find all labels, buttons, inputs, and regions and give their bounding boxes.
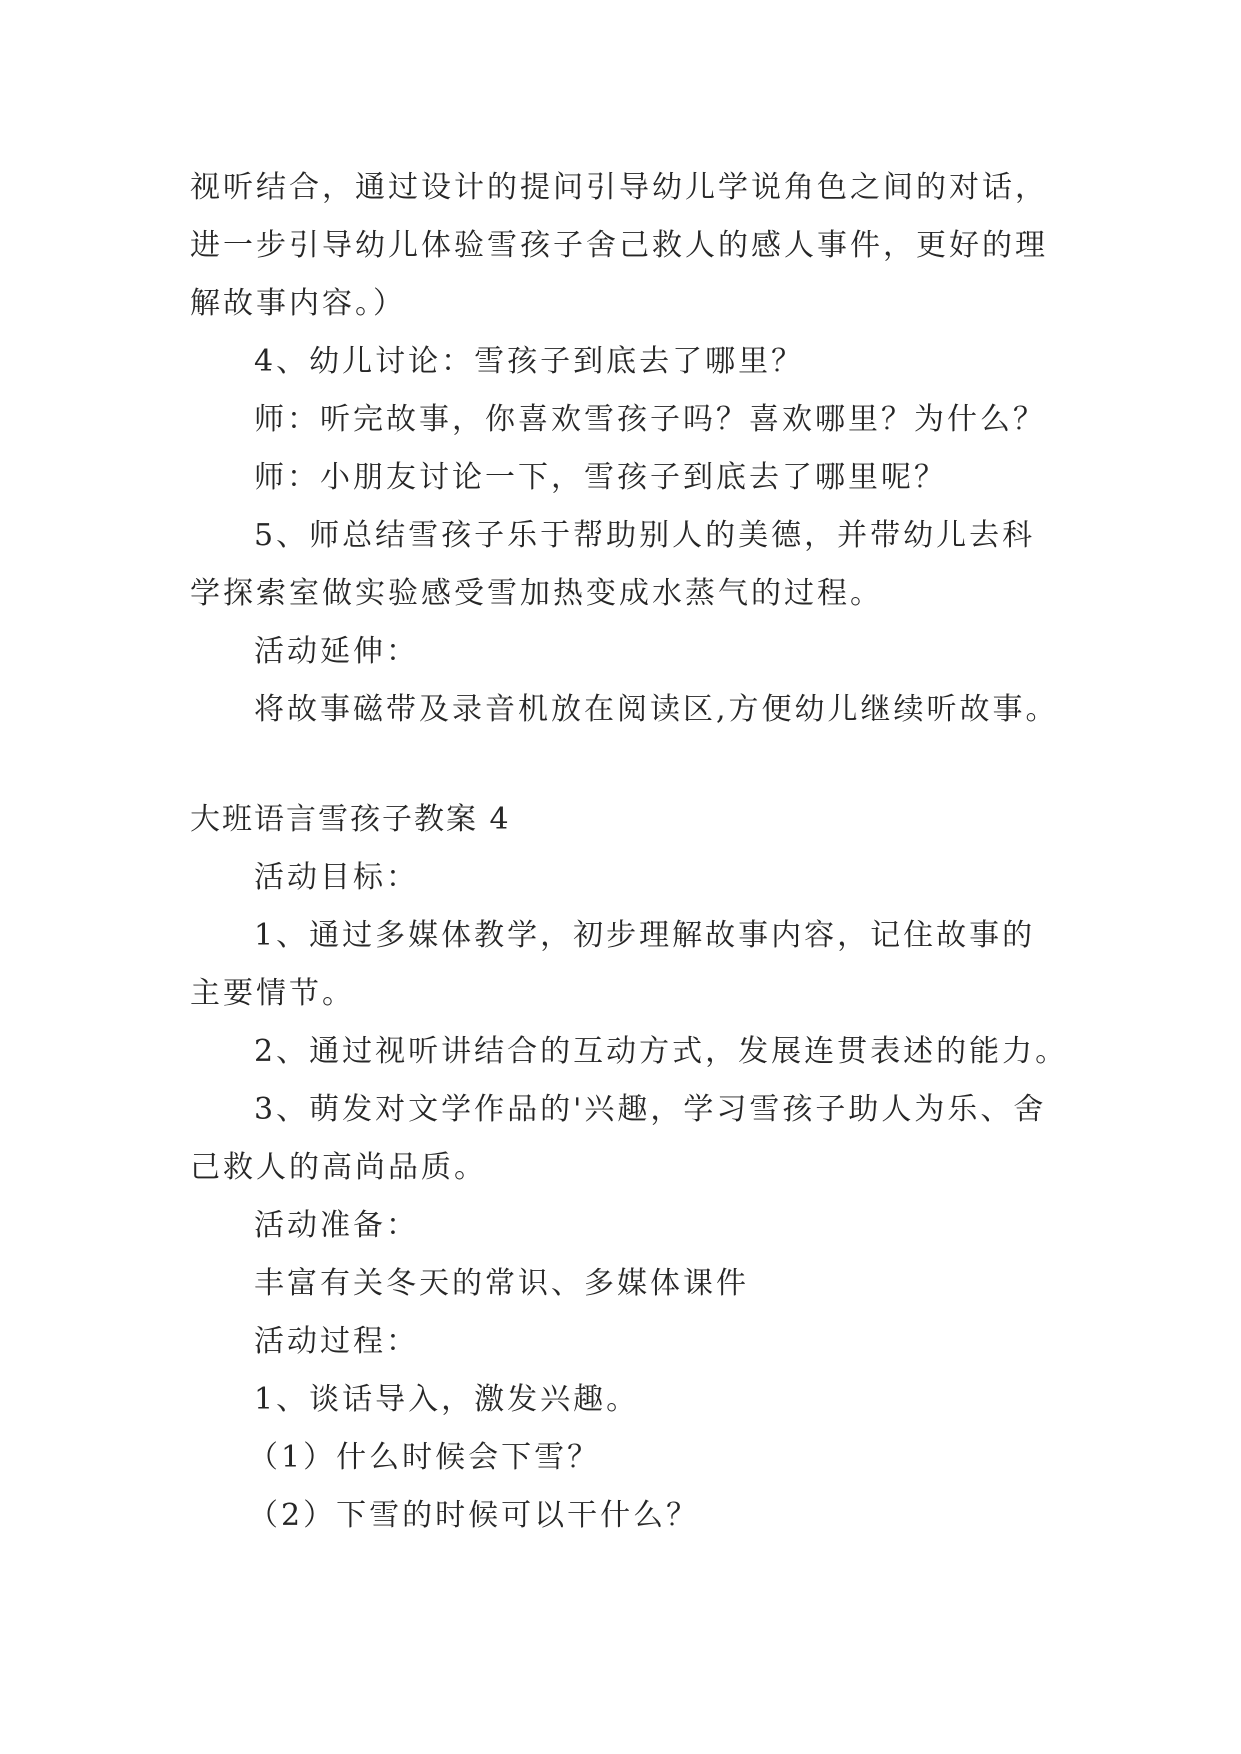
- paragraph-line: 3、萌发对文学作品的'兴趣，学习雪孩子助人为乐、舍: [254, 1092, 1047, 1127]
- paragraph-line: 1、谈话导入，激发兴趣。: [254, 1382, 640, 1417]
- paragraph-line: 师：小朋友讨论一下，雪孩子到底去了哪里呢？: [254, 460, 947, 495]
- paragraph-line: 进一步引导幼儿体验雪孩子舍己救人的感人事件，更好的理: [190, 228, 1048, 263]
- paragraph-line: （2）下雪的时候可以干什么？: [248, 1498, 700, 1533]
- paragraph-line: 解故事内容。）: [190, 286, 406, 321]
- paragraph-line: 学探索室做实验感受雪加热变成水蒸气的过程。: [190, 576, 883, 611]
- paragraph-line: 4、幼儿讨论：雪孩子到底去了哪里？: [254, 344, 805, 379]
- paragraph-line: 将故事磁带及录音机放在阅读区,方便幼儿继续听故事。: [254, 692, 1059, 727]
- paragraph-line: 活动延伸：: [254, 634, 419, 669]
- paragraph-line: 丰富有关冬天的常识、多媒体课件: [254, 1266, 749, 1301]
- paragraph-line: 5、师总结雪孩子乐于帮助别人的美德，并带幼儿去科: [254, 518, 1036, 553]
- paragraph-line: 己救人的高尚品质。: [190, 1150, 487, 1185]
- paragraph-line: 2、通过视听讲结合的互动方式，发展连贯表述的能力。: [254, 1034, 1069, 1069]
- section-heading: 大班语言雪孩子教案 4: [190, 802, 511, 837]
- paragraph-line: 1、通过多媒体教学，初步理解故事内容，记住故事的: [254, 918, 1036, 953]
- paragraph-line: 师：听完故事，你喜欢雪孩子吗？喜欢哪里？为什么？: [254, 402, 1046, 437]
- paragraph-line: 视听结合，通过设计的提问引导幼儿学说角色之间的对话，: [190, 170, 1048, 205]
- paragraph-line: 活动准备：: [254, 1208, 419, 1243]
- paragraph-line: 活动目标：: [254, 860, 419, 895]
- paragraph-line: （1）什么时候会下雪？: [248, 1440, 601, 1475]
- paragraph-line: 主要情节。: [190, 976, 355, 1011]
- paragraph-line: 活动过程：: [254, 1324, 419, 1359]
